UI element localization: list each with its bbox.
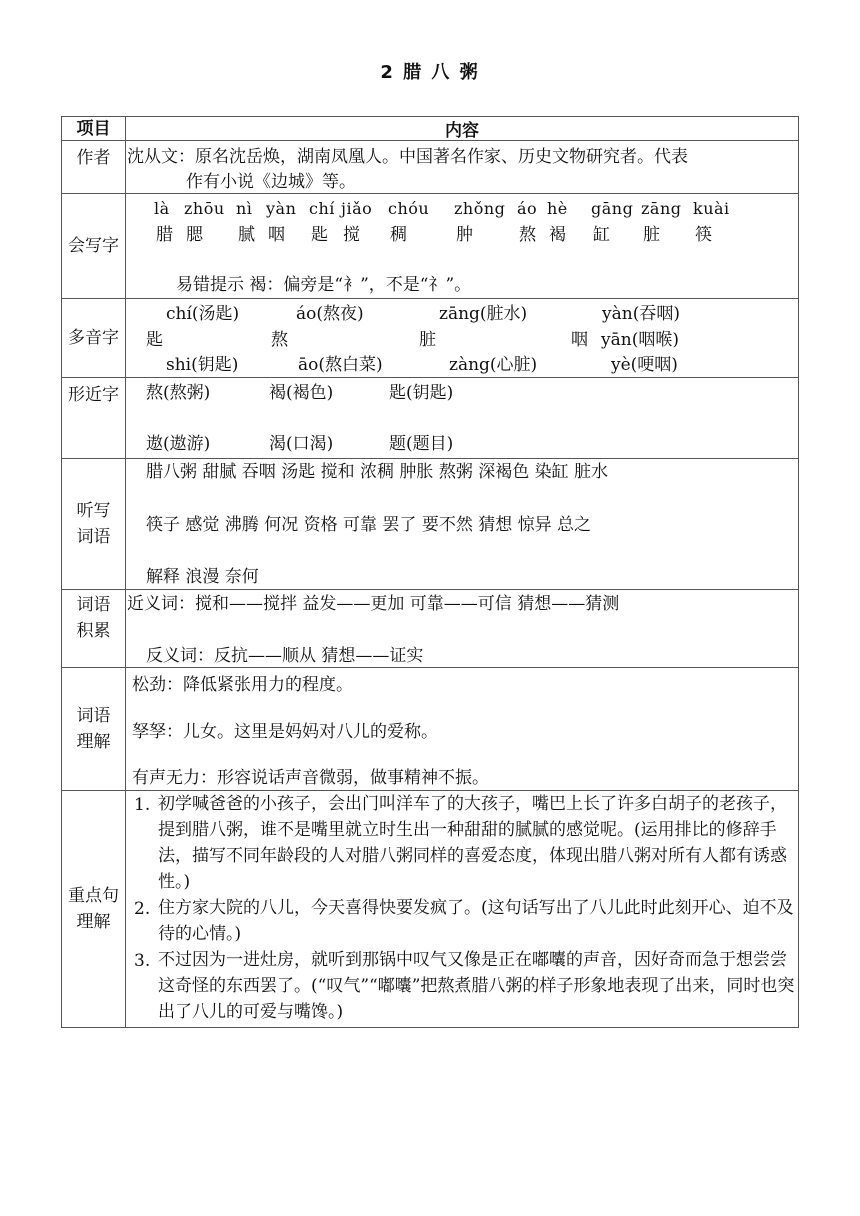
poly-label-cell [61,298,126,378]
poly-reading: áo(熬夜) [296,304,364,324]
author-content-cell [125,140,799,194]
poly-char: 咽 [571,330,588,350]
write-char: 缸 [593,225,610,245]
write-char: 筷 [695,225,712,245]
pinyin-item: áo [517,199,538,218]
write-char: 脏 [643,225,660,245]
dictation-label-line-2: 词语 [76,527,111,547]
error-tip: 易错提示 褐：偏旁是“衤”，不是“礻”。 [176,275,472,295]
sentence-text: 住方家大院的八儿，今天喜得快要发疯了。(这句话写出了八儿此时此刻开心、迫不及待的心情。) [158,898,794,944]
sentence-number: 1. [134,795,151,815]
write-char: 搅 [343,225,360,245]
poly-char: 脏 [419,330,436,350]
sentences-label-line-1: 重点句 [68,886,119,906]
dictation-content-cell [125,458,799,590]
dictation-line-3: 解释 浪漫 奈何 [146,567,259,587]
pinyin-item: zhōu [184,199,225,218]
poly-reading: yān(咽喉) [601,330,679,350]
page-title: 2 腊 八 粥 [380,62,480,83]
accumulate-label-line-1: 词语 [76,595,111,615]
poly-label: 多音字 [68,328,119,348]
write-char: 稠 [390,225,407,245]
similar-label-cell [61,377,126,459]
similar-item: 渴(口渴) [269,434,334,454]
sentence-text: 不过因为一进灶房，就听到那锅中叹气又像是正在嘟囔的声音，因好奇而急于想尝尝这奇怪的东西罢了。(“叹气”“嘟囔”把熬煮腊八粥的样子形象地表现了出来，同时也突出了八儿的可爱与嘴馋。) [158,950,795,1022]
write-char: 腮 [186,225,203,245]
write-char: 匙 [311,225,328,245]
write-label-cell [61,193,126,299]
author-line-1: 沈从文：原名沈岳焕，湖南凤凰人。中国著名作家、历史文物研究者。代表 [127,147,688,167]
pinyin-item: nì [236,199,253,218]
poly-char: 熬 [271,330,288,350]
understand-label-line-1: 词语 [76,706,111,726]
poly-reading: yàn(吞咽) [602,304,680,324]
pinyin-item: zhǒng [454,199,506,218]
poly-reading: yè(哽咽) [611,355,678,375]
accumulate-label-line-2: 积累 [76,621,111,641]
antonyms-line: 反义词：反抗——顺从 猜想——证实 [146,646,424,666]
poly-reading: chí(汤匙) [166,304,240,324]
poly-char: 匙 [146,330,163,350]
similar-item: 匙(钥匙) [389,383,454,403]
header-item-label: 项目 [76,118,111,139]
poly-reading: shi(钥匙) [166,355,239,375]
understand-label-line-2: 理解 [76,732,111,752]
sentence-text: 初学喊爸爸的小孩子，会出门叫洋车了的大孩子，嘴巴上长了许多白胡子的老孩子，提到腊八粥，谁不是嘴里就立时生出一种甜甜的腻腻的感觉呢。(运用排比的修辞手法，描写不同年龄段的人对腊八粥同样的喜爱态度，体现出腊八粥对所有人都有诱惑性。) [158,794,787,892]
author-line-2: 作有小说《边城》等。 [186,172,356,192]
pinyin-item: jiǎo [341,199,373,218]
similar-label: 形近字 [68,385,119,405]
similar-item: 题(题目) [389,434,454,454]
similar-item: 遨(遨游) [146,434,211,454]
sentence-number: 3. [134,951,151,971]
write-char: 肿 [456,225,473,245]
write-char: 褐 [549,225,566,245]
poly-content-cell [125,298,799,378]
header-item-cell [61,116,126,141]
write-char: 咽 [268,225,285,245]
understand-item: 有声无力：形容说话声音微弱，做事精神不振。 [132,768,489,788]
poly-reading: zāng(脏水) [439,304,528,324]
pinyin-item: chóu [388,199,430,218]
sentence-number: 2. [134,899,151,919]
similar-item: 熬(熬粥) [146,383,211,403]
accumulate-label-cell [61,589,126,668]
write-char: 熬 [519,225,536,245]
dictation-label-line-1: 听写 [76,501,111,521]
understand-label-cell [61,667,126,791]
understand-item: 松劲：降低紧张用力的程度。 [132,675,353,695]
pinyin-item: gāng [591,199,634,218]
similar-content-cell [125,377,799,459]
pinyin-item: yàn [266,199,297,218]
write-content-cell [125,193,799,299]
poly-reading: zàng(心脏) [449,355,538,375]
understand-content-cell [125,667,799,791]
poly-reading: āo(熬白菜) [298,355,383,375]
write-char: 腻 [238,225,255,245]
sentences-content-cell [125,790,799,1028]
author-label: 作者 [76,148,111,168]
sentences-label-line-2: 理解 [76,912,111,932]
write-label: 会写字 [68,236,119,256]
pinyin-item: hè [547,199,568,218]
synonyms-line: 近义词：搅和——搅拌 益发——更加 可靠——可信 猜想——猜测 [127,594,620,614]
pinyin-item: kuài [693,199,730,218]
dictation-line-2: 筷子 感觉 沸腾 何况 资格 可靠 罢了 要不然 猜想 惊异 总之 [146,515,592,535]
header-content-cell [125,116,799,141]
pinyin-item: là [154,199,170,218]
sentences-label-cell [61,790,126,1028]
header-content-label: 内容 [445,121,479,141]
write-char: 腊 [156,225,173,245]
pinyin-item: chí [309,199,335,218]
dictation-line-1: 腊八粥 甜腻 吞咽 汤匙 搅和 浓稠 肿胀 熬粥 深褐色 染缸 脏水 [146,462,609,482]
author-label-cell [61,140,126,194]
pinyin-item: zāng [641,199,682,218]
dictation-label-cell [61,458,126,590]
similar-item: 褐(褐色) [269,383,334,403]
understand-item: 孥孥：儿女。这里是妈妈对八儿的爱称。 [132,722,438,742]
accumulate-content-cell [125,589,799,668]
